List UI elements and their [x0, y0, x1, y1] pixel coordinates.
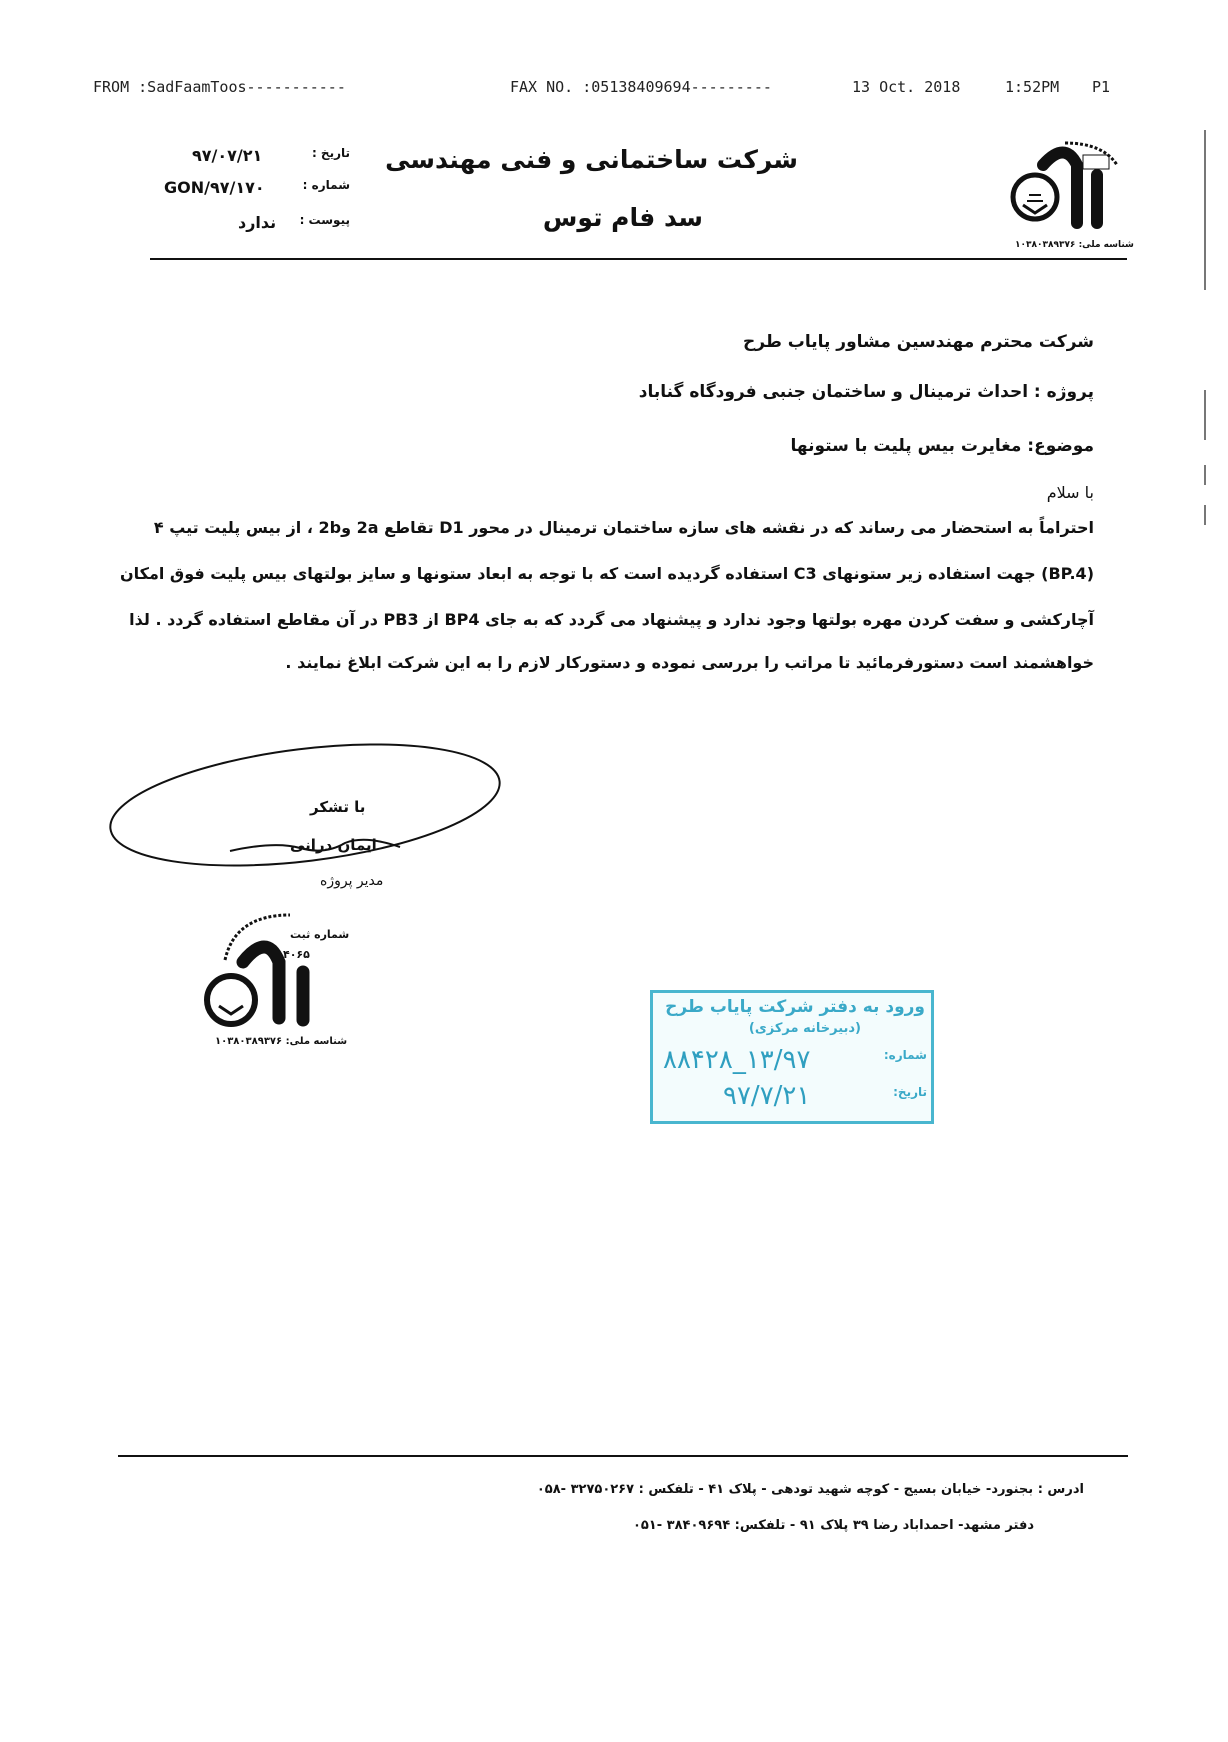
seal-registration-number: ۴۰۶۵: [283, 948, 310, 961]
received-stamp: [650, 990, 934, 1124]
meta-attachment-label: پیوست :: [299, 213, 350, 227]
logo-national-id: شناسه ملی: ۱۰۳۸۰۳۸۹۳۷۶: [1015, 240, 1134, 250]
company-name-line1: شرکت ساختمانی و فنی مهندسی: [385, 145, 798, 174]
meta-date-row: [150, 146, 350, 172]
scan-edge-mark: [1204, 505, 1206, 525]
letter-body-line: آچارکشی و سفت کردن مهره بولتها وجود ندارد و پیشنهاد می گردد که به جای BP4 از PB3 در آن مقاطع استفاده گردد . لذا: [129, 610, 1094, 629]
fax-time: 1:52PM: [1005, 78, 1060, 96]
received-stamp-number-value: ۱۳/۹۷_۸۸۴۲۸: [663, 1045, 811, 1075]
received-stamp-date-label: تاریخ:: [893, 1085, 927, 1099]
letter-recipient: شرکت محترم مهندسین مشاور پایاب طرح: [743, 332, 1094, 352]
letter-body-line: خواهشمند است دستورفرمائید تا مراتب را بررسی نموده و دستورکار لازم را به این شرکت ابلاغ نمایند .: [285, 653, 1094, 672]
fax-date: 13 Oct. 2018: [852, 78, 961, 96]
meta-attachment-row: [150, 213, 350, 239]
scan-edge-mark: [1204, 465, 1206, 485]
company-logo-icon: [1005, 135, 1125, 245]
received-stamp-title: ورود به دفتر شرکت پایاب طرح: [665, 997, 925, 1017]
letter-body-line: احتراماً به استحضار می رساند که در نقشه های سازه ساختمان ترمینال در محور D1 تقاطع 2a و2b ، از بیس پلیت تیپ ۴: [153, 518, 1094, 537]
letter-greeting: با سلام: [1046, 483, 1094, 502]
footer-address-line2: دفتر مشهد- احمداباد رضا ۳۹ پلاک ۹۱ - تلفکس: ۳۸۴۰۹۶۹۴ -۰۵۱: [632, 1518, 1034, 1533]
signature-scribble-icon: [100, 735, 510, 875]
company-seal-icon: [195, 900, 348, 1050]
seal-national-id: شناسه ملی: ۱۰۳۸۰۳۸۹۳۷۶: [215, 1036, 348, 1047]
letter-project: پروژه : احداث ترمینال و ساختمان جنبی فرودگاه گناباد: [638, 382, 1094, 402]
scan-edge-mark: [1204, 130, 1206, 290]
received-stamp-date-value: ۹۷/۷/۲۱: [723, 1081, 811, 1111]
meta-date-value: ۹۷/۰۷/۲۱: [192, 146, 263, 165]
meta-attachment-value: ندارد: [238, 213, 277, 232]
fax-from: FROM :SadFaamToos-----------: [93, 78, 346, 96]
company-logo: [1005, 135, 1125, 245]
seal-registration-label: شماره ثبت: [290, 928, 350, 941]
fax-number: FAX NO. :05138409694---------: [510, 78, 772, 96]
company-seal: [195, 900, 348, 1050]
company-name-line2: سد فام توس: [542, 203, 703, 232]
meta-number-row: [150, 178, 350, 204]
scan-edge-mark: [1204, 390, 1206, 440]
fax-page: P1: [1092, 78, 1111, 96]
signature-name: ایمان درانی: [290, 836, 377, 854]
signature-role: مدیر پروژه: [320, 873, 384, 889]
signature-closing: با تشکر: [310, 798, 366, 816]
header-rule: [150, 258, 1127, 260]
received-stamp-number-label: شماره:: [883, 1048, 927, 1062]
received-stamp-subtitle: (دبیرخانه مرکزی): [748, 1021, 861, 1036]
footer-address-line1: ادرس : بجنورد- خیابان بسیج - کوچه شهید تودهی - پلاک ۴۱ - تلفکس : ۳۲۷۵۰۲۶۷ -۰۵۸: [536, 1482, 1084, 1497]
meta-number-label: شماره :: [302, 178, 350, 192]
letter-body-line: (BP.4) جهت استفاده زیر ستونهای C3 استفاده گردیده است که با توجه به ابعاد ستونها و سایز بولتهای بیس پلیت فوق امکان: [119, 564, 1094, 583]
letter-subject: موضوع: مغایرت بیس پلیت با ستونها: [790, 436, 1094, 456]
meta-number-value: GON/۹۷/۱۷۰: [164, 178, 265, 197]
meta-date-label: تاریخ :: [311, 146, 350, 160]
footer-rule: [118, 1455, 1128, 1457]
